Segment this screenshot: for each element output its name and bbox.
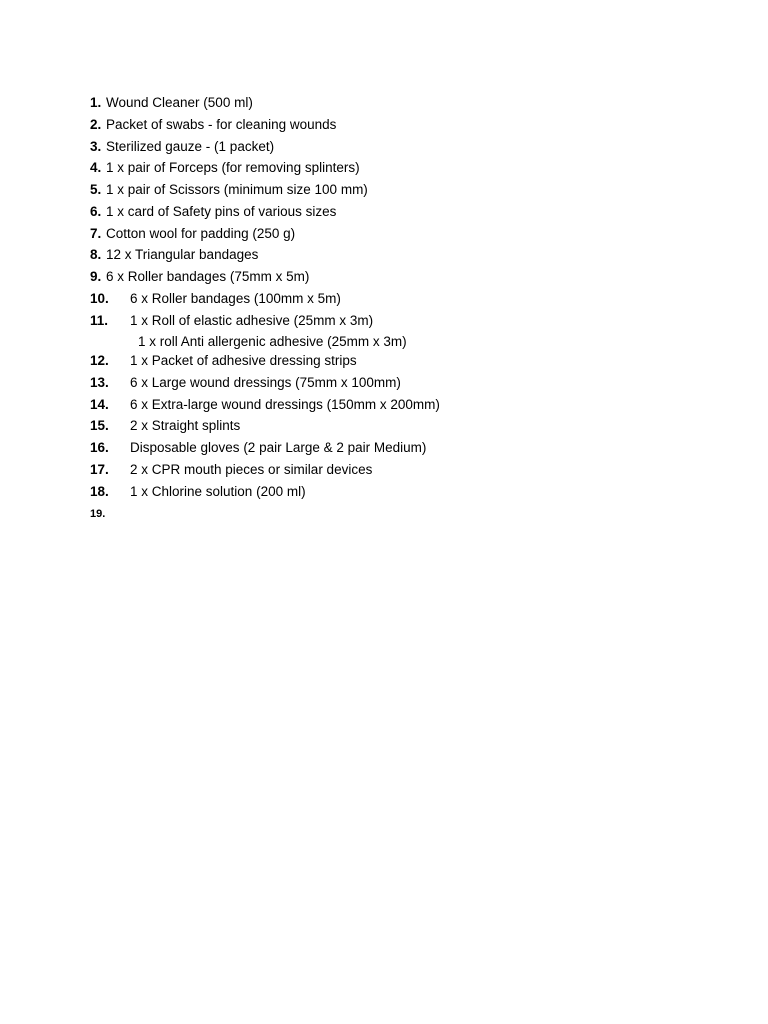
item-number: 15. [90,418,109,433]
item-number: 9. [90,269,102,284]
item-text: Cotton wool for padding (250 g) [106,226,296,241]
item-number: 14. [90,397,109,412]
list-item [90,505,105,522]
item-text: 6 x Roller bandages (100mm x 5m) [130,291,341,306]
list-item [90,440,427,456]
list-item [90,462,373,478]
list-item [90,160,360,176]
item-text: 2 x Straight splints [130,418,241,433]
item-text: 1 x roll Anti allergenic adhesive (25mm x 3m) [138,334,407,349]
item-number: 19. [90,508,106,520]
item-text: 6 x Large wound dressings (75mm x 100mm) [130,375,401,390]
item-text: 2 x CPR mouth pieces or similar devices [130,462,373,477]
item-text: Sterilized gauze - (1 packet) [106,139,275,154]
item-text: Disposable gloves (2 pair Large & 2 pair Medium) [130,440,427,455]
item-text: 1 x pair of Forceps (for removing splinters) [106,160,360,175]
list-item [90,204,337,220]
item-text: 1 x card of Safety pins of various sizes [106,204,337,219]
list-item [90,397,440,413]
item-text: 1 x Chlorine solution (200 ml) [130,484,306,499]
item-number: 18. [90,484,109,499]
list-item [90,291,341,307]
item-number: 8. [90,247,102,262]
item-number: 6. [90,204,102,219]
item-number: 1. [90,95,102,110]
list-item [90,182,368,198]
item-text: 1 x Roll of elastic adhesive (25mm x 3m) [130,313,374,328]
item-number: 13. [90,375,109,390]
item-text: 12 x Triangular bandages [106,247,259,262]
list-item [90,247,259,263]
item-number: 3. [90,139,102,154]
list-item [90,117,337,133]
item-text: 1 x Packet of adhesive dressing strips [130,353,357,368]
list-item [90,95,253,111]
item-text: Wound Cleaner (500 ml) [106,95,253,110]
item-number: 17. [90,462,109,477]
list-item [90,353,357,369]
list-item [90,375,401,391]
list-item [90,484,306,500]
list-item [90,313,374,329]
item-text: Packet of swabs - for cleaning wounds [106,117,337,132]
list-item [90,418,241,434]
item-number: 16. [90,440,109,455]
item-text: 6 x Extra-large wound dressings (150mm x 200mm) [130,397,440,412]
item-number: 2. [90,117,102,132]
item-number: 4. [90,160,102,175]
item-text: 1 x pair of Scissors (minimum size 100 mm) [106,182,368,197]
list-item [90,269,310,285]
item-number: 12. [90,353,109,368]
item-number: 11. [90,313,109,328]
list-item [90,226,296,242]
item-number: 5. [90,182,102,197]
item-text: 6 x Roller bandages (75mm x 5m) [106,269,310,284]
item-number: 10. [90,291,109,306]
item-number: 7. [90,226,102,241]
list-item [90,139,275,155]
